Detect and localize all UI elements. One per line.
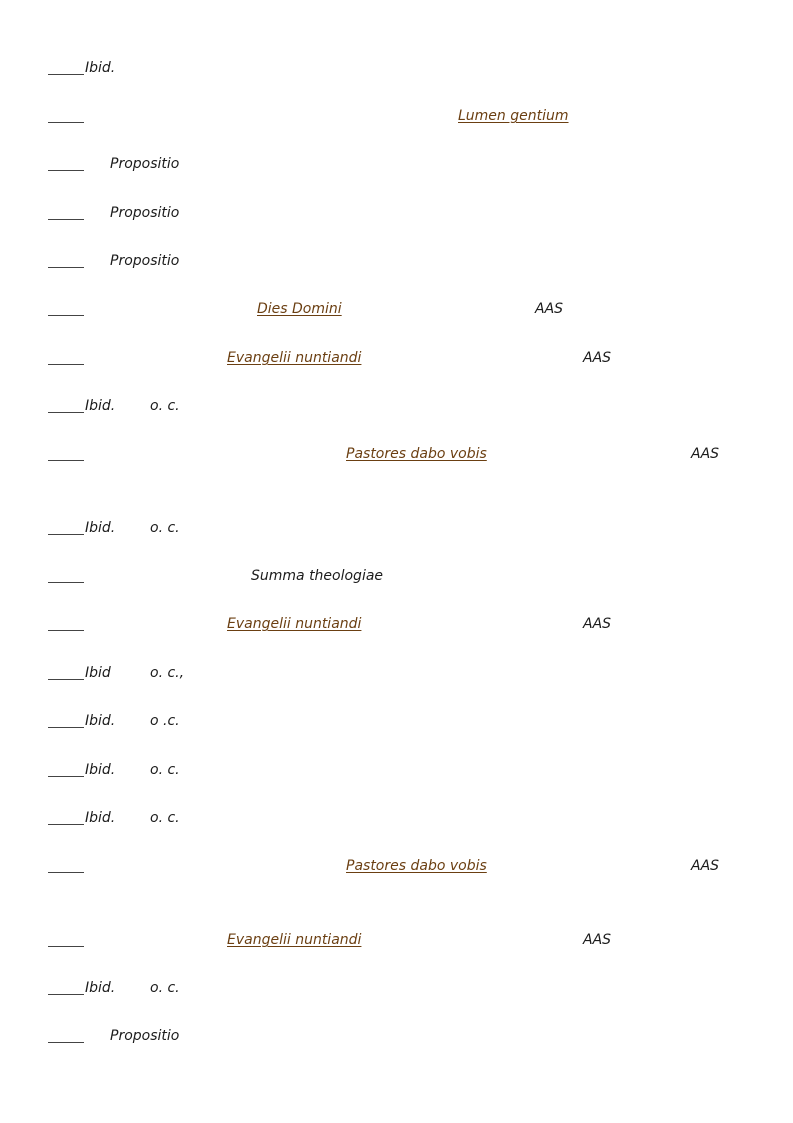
footnote-rule [48,364,84,365]
footnote-rule [48,630,84,631]
footnote-text: Ibid. [85,762,116,778]
footnote-rule [48,74,84,75]
footnote-text: o. c. [150,810,180,826]
footnote-rule [48,679,84,680]
footnote [48,712,748,734]
citation-link[interactable]: Lumen gentium [458,108,569,124]
citation-link[interactable]: Dies Domini [257,301,342,317]
footnote [48,664,748,686]
footnote-rule [48,582,84,583]
footnote-text: o. c. [150,980,180,996]
footnote-rule [48,727,84,728]
footnote [48,349,748,371]
footnote-text: Ibid. [85,980,116,996]
footnote-rule [48,267,84,268]
footnote-rule [48,946,84,947]
footnote-text: Propositio [110,253,180,269]
footnote-rule [48,776,84,777]
footnote-text: AAS [583,932,612,948]
footnote [48,300,748,322]
footnote-text: AAS [583,350,612,366]
footnote-text: AAS [583,616,612,632]
footnote [48,155,748,177]
footnote [48,59,748,81]
footnote-text: Ibid. [85,810,116,826]
footnote-text: Propositio [110,1028,180,1044]
footnote-rule [48,219,84,220]
footnote [48,931,748,953]
footnote [48,519,748,541]
footnote [48,204,748,226]
footnote-text: Ibid [85,665,111,681]
citation-link[interactable]: Evangelii nuntiandi [227,932,362,948]
footnote [48,252,748,274]
footnote [48,397,748,419]
footnote [48,979,748,1001]
footnote-text: AAS [691,858,720,874]
footnote-text: Ibid. [85,60,116,76]
footnote-rule [48,872,84,873]
footnote-rule [48,412,84,413]
footnote-text: Summa theologiae [251,568,384,584]
footnote-rule [48,170,84,171]
footnote-text: Propositio [110,156,180,172]
footnote [48,1027,748,1049]
footnote-rule [48,824,84,825]
footnote [48,857,748,879]
footnote [48,615,748,637]
footnote [48,809,748,831]
footnote-rule [48,315,84,316]
footnote-text: Ibid. [85,713,116,729]
footnote-rule [48,122,84,123]
footnote-text: Propositio [110,205,180,221]
footnote-text: Ibid. [85,398,116,414]
footnote-rule [48,1042,84,1043]
footnote-text: AAS [535,301,564,317]
citation-link[interactable]: Pastores dabo vobis [346,446,487,462]
footnote-rule [48,534,84,535]
footnote-text: o. c. [150,520,180,536]
footnote-text: AAS [691,446,720,462]
footnote [48,567,748,589]
footnote [48,761,748,783]
citation-link[interactable]: Pastores dabo vobis [346,858,487,874]
footnote-rule [48,994,84,995]
citation-link[interactable]: Evangelii nuntiandi [227,616,362,632]
footnote-rule [48,460,84,461]
footnote [48,445,748,467]
footnote-text: o. c. [150,398,180,414]
footnote-text: o. c. [150,762,180,778]
footnote-text: o .c. [150,713,180,729]
footnote [48,107,748,129]
citation-link[interactable]: Evangelii nuntiandi [227,350,362,366]
footnote-text: Ibid. [85,520,116,536]
footnote-text: o. c., [150,665,185,681]
